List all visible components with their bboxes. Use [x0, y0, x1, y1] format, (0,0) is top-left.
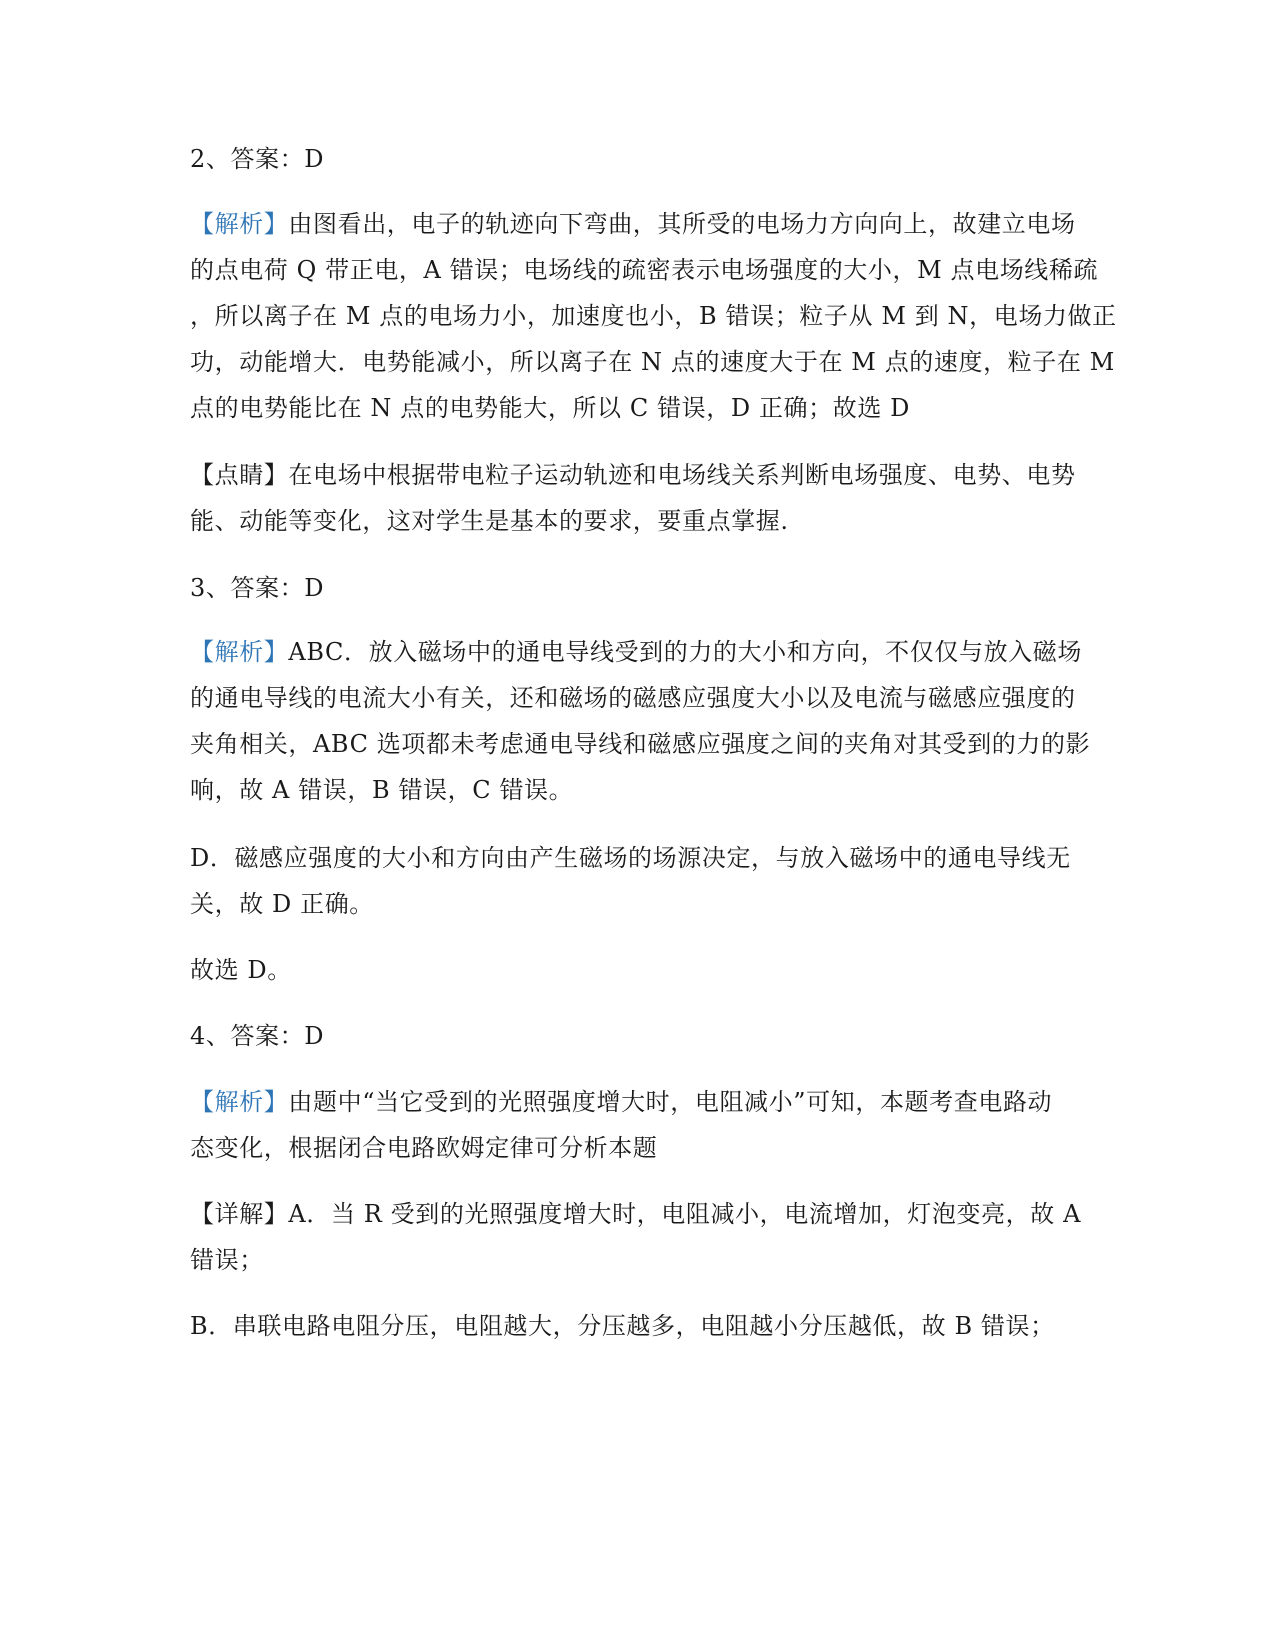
q4-detail-line-2: 错误； — [190, 1246, 264, 1274]
q4-analysis-line-2: 态变化，根据闭合电路欧姆定律可分析本题 — [190, 1134, 658, 1162]
q2-analysis-line-1 — [190, 209, 1076, 239]
q4-option-b-line-1: B．串联电路电阻分压，电阻越大，分压越多，电阻越小分压越低，故 B 错误； — [190, 1312, 1055, 1340]
comment-tag: 【点睛】 — [190, 461, 289, 489]
q3-conclusion: 故选 D。 — [190, 956, 292, 984]
q4-answer: 4、答案：D — [190, 1022, 325, 1050]
q3-option-d-line-1: D．磁感应强度的大小和方向由产生磁场的场源决定，与放入磁场中的通电导线无 — [190, 844, 1071, 872]
analysis-tag: 【解析】 — [190, 210, 289, 238]
q2-analysis-line-4: 功，动能增大．电势能减小，所以离子在 N 点的速度大于在 M 点的速度，粒子在 M — [190, 348, 1115, 376]
comment-text: 在电场中根据带电粒子运动轨迹和电场线关系判断电场强度、电势、电势 — [288, 461, 1076, 489]
q3-answer: 3、答案：D — [190, 574, 325, 602]
analysis-text: 由题中“当它受到的光照强度增大时，电阻减小”可知，本题考查电路动 — [288, 1088, 1053, 1116]
q4-detail-line-1 — [190, 1199, 1081, 1229]
q3-analysis-line-4: 响，故 A 错误，B 错误，C 错误。 — [190, 776, 574, 804]
q3-option-d-line-2: 关，故 D 正确。 — [190, 890, 374, 918]
detail-text: A．当 R 受到的光照强度增大时，电阻减小，电流增加，灯泡变亮，故 A — [288, 1200, 1082, 1228]
q2-analysis-line-3: ，所以离子在 M 点的电场力小，加速度也小，B 错误；粒子从 M 到 N，电场力做正 — [190, 302, 1117, 330]
q2-analysis-line-5: 点的电势能比在 N 点的电势能大，所以 C 错误，D 正确；故选 D — [190, 394, 911, 422]
q3-analysis-line-3: 夹角相关，ABC 选项都未考虑通电导线和磁感应强度之间的夹角对其受到的力的影 — [190, 730, 1091, 758]
q2-comment-line-1 — [190, 460, 1076, 490]
q2-comment-line-2: 能、动能等变化，这对学生是基本的要求，要重点掌握. — [190, 507, 789, 535]
analysis-tag: 【解析】 — [190, 1088, 289, 1116]
q2-answer: 2、答案：D — [190, 145, 325, 173]
analysis-tag: 【解析】 — [190, 638, 289, 666]
detail-tag: 【详解】 — [190, 1200, 289, 1228]
analysis-text: ABC．放入磁场中的通电导线受到的力的大小和方向，不仅仅与放入磁场 — [288, 638, 1082, 666]
q4-analysis-line-1 — [190, 1087, 1052, 1117]
q3-analysis-line-1 — [190, 637, 1082, 667]
q2-analysis-line-2: 的点电荷 Q 带正电，A 错误；电场线的疏密表示电场强度的大小，M 点电场线稀疏 — [190, 256, 1099, 284]
analysis-text: 由图看出，电子的轨迹向下弯曲，其所受的电场力方向向上，故建立电场 — [288, 210, 1076, 238]
q3-analysis-line-2: 的通电导线的电流大小有关，还和磁场的磁感应强度大小以及电流与磁感应强度的 — [190, 684, 1076, 712]
